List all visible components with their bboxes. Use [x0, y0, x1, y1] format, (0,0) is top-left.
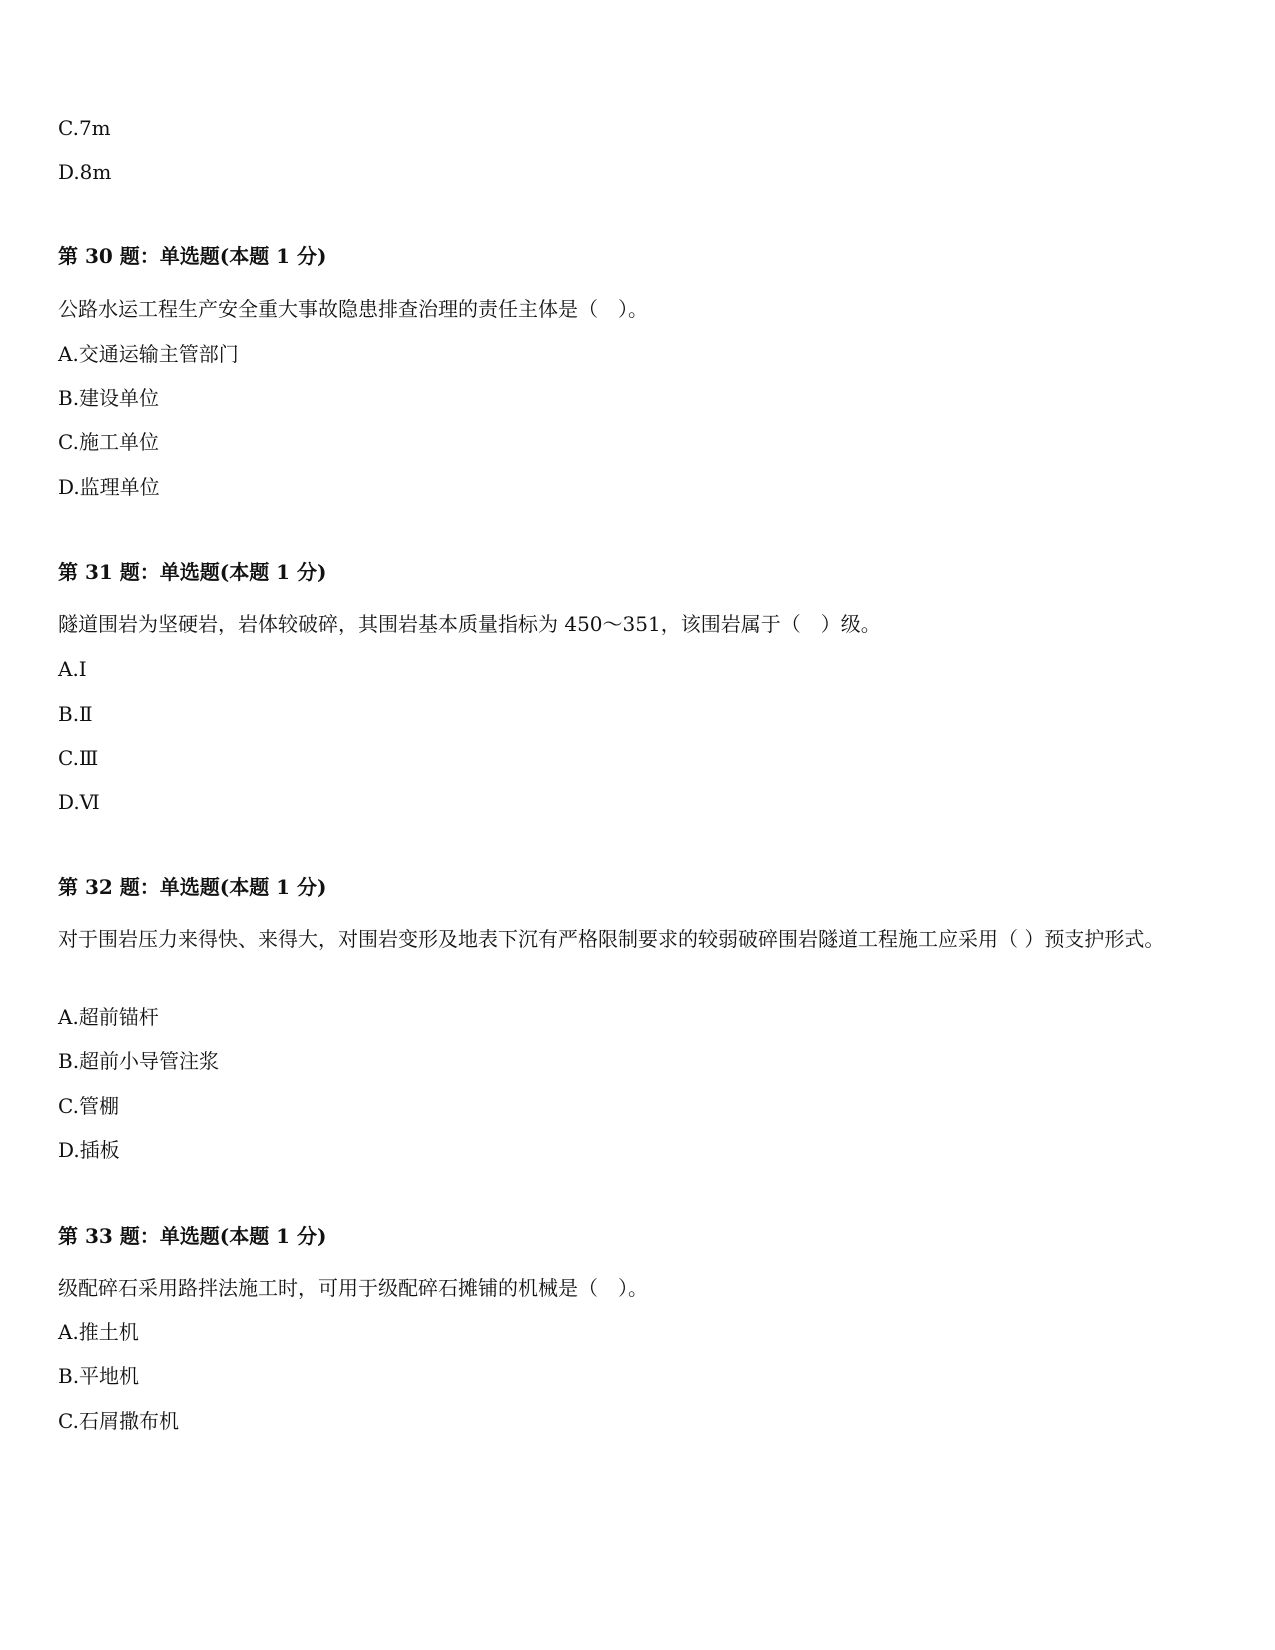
question-30-option-b: B.建设单位 — [58, 386, 160, 410]
question-32-stem: 对于围岩压力来得快、来得大，对围岩变形及地表下沉有严格限制要求的较弱破碎围岩隧道工程施工应采用（ ）预支护形式。 — [58, 927, 1165, 951]
question-30-option-d: D.监理单位 — [58, 475, 160, 499]
question-33-option-b: B.平地机 — [58, 1364, 140, 1388]
question-32-option-a: A.超前锚杆 — [58, 1005, 159, 1029]
question-31-option-b: B.Ⅱ — [58, 702, 93, 726]
option-d-prev: D.8m — [58, 160, 112, 184]
question-31-stem: 隧道围岩为坚硬岩，岩体较破碎，其围岩基本质量指标为 450～351，该围岩属于（ ）级。 — [58, 612, 881, 636]
option-c-prev: C.7m — [58, 116, 111, 140]
question-30-stem: 公路水运工程生产安全重大事故隐患排查治理的责任主体是（ ）。 — [58, 297, 648, 321]
question-32-heading: 第 32 题：单选题(本题 1 分) — [58, 875, 327, 899]
question-33-option-c: C.石屑撒布机 — [58, 1409, 179, 1433]
question-33-stem: 级配碎石采用路拌法施工时，可用于级配碎石摊铺的机械是（ ）。 — [58, 1276, 648, 1300]
question-30-option-a: A.交通运输主管部门 — [58, 342, 239, 366]
question-30-heading: 第 30 题：单选题(本题 1 分) — [58, 244, 327, 268]
question-31-option-d: D.Ⅵ — [58, 790, 100, 814]
question-30-option-c: C.施工单位 — [58, 430, 159, 454]
question-32-option-c: C.管棚 — [58, 1094, 119, 1118]
question-32-option-d: D.插板 — [58, 1138, 120, 1162]
question-31-option-c: C.Ⅲ — [58, 746, 99, 770]
question-33-heading: 第 33 题：单选题(本题 1 分) — [58, 1224, 327, 1248]
question-33-option-a: A.推土机 — [58, 1320, 139, 1344]
question-31-heading: 第 31 题：单选题(本题 1 分) — [58, 560, 327, 584]
question-32-option-b: B.超前小导管注浆 — [58, 1049, 220, 1073]
question-31-option-a: A.Ⅰ — [58, 657, 87, 681]
